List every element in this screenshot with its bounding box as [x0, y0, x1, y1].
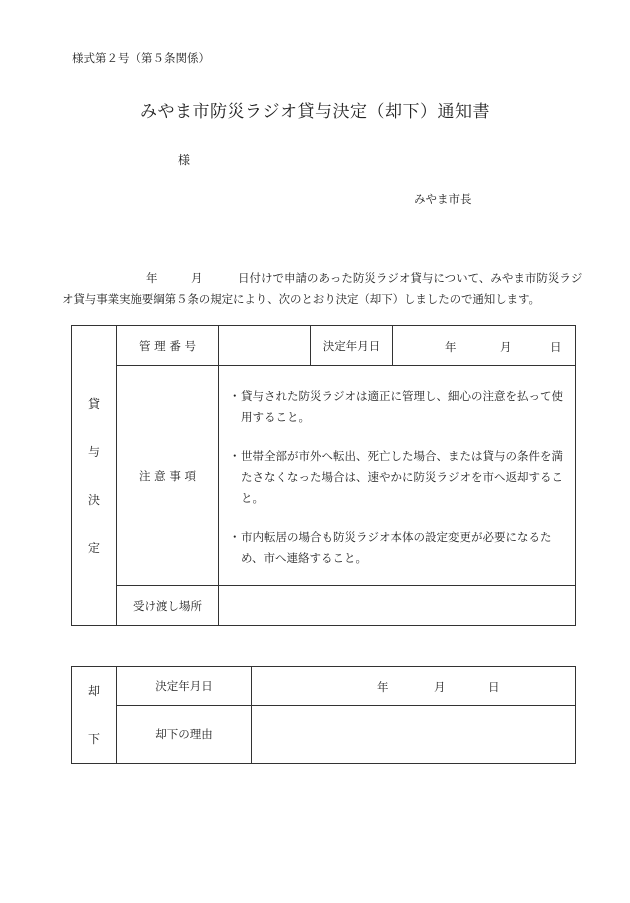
rejection-reason-field[interactable]: [252, 705, 576, 763]
notes-label: 注 意 事 項: [117, 366, 219, 586]
body-year-label: 年: [146, 271, 158, 285]
mgmt-number-field[interactable]: [219, 326, 311, 366]
rejection-label-char: 却: [87, 684, 100, 698]
note-item: [229, 386, 569, 428]
date-day-label: 日: [550, 340, 562, 354]
note-text: 市内転居の場合も防災ラジオ本体の設定変更が必要になるため、市へ連絡すること。: [241, 530, 552, 565]
approval-label-char: 定: [87, 540, 100, 555]
approval-decision-date-label: 決定年月日: [311, 326, 393, 366]
approval-table: [71, 325, 576, 626]
notes-cell: [219, 366, 576, 586]
rejection-decision-date-field[interactable]: [252, 667, 576, 706]
bullet-dot: ・: [229, 530, 241, 544]
body-month-label: 月: [191, 271, 203, 285]
bullet-dot: ・: [229, 389, 241, 403]
form-number: 様式第２号（第５条関係）: [72, 51, 210, 65]
rejection-table: [71, 666, 576, 764]
note-item: [229, 446, 569, 509]
note-item: [229, 527, 569, 569]
approval-label-char: 与: [87, 444, 100, 459]
bullet-dot: ・: [229, 449, 241, 463]
note-text: 世帯全部が市外へ転出、死亡した場合、または貸与の条件を満たさなくなった場合は、速やかに防災ラジオを市へ返却すること。: [241, 449, 563, 505]
note-text: 貸与された防災ラジオは適正に管理し、細心の注意を払って使用すること。: [241, 389, 563, 424]
rejection-section-label: [72, 667, 117, 764]
approval-label-char: 貸: [87, 396, 100, 411]
handover-location-field[interactable]: [219, 586, 576, 626]
handover-location-label: 受け渡し場所: [117, 586, 219, 626]
date-month-label: 月: [434, 680, 446, 694]
approval-section-label: [72, 326, 117, 626]
document-title: みやま市防災ラジオ貸与決定（却下）通知書: [140, 102, 490, 122]
mgmt-number-label: 管 理 番 号: [117, 326, 219, 366]
rejection-reason-label: 却下の理由: [117, 705, 252, 763]
approval-decision-date-field[interactable]: [393, 326, 576, 366]
addressee-honorific: 様: [178, 153, 191, 167]
rejection-decision-date-label: 決定年月日: [117, 667, 252, 706]
issuer-name: みやま市長: [414, 192, 472, 206]
date-year-label: 年: [445, 340, 457, 354]
body-line1-text: 日付けで申請のあった防災ラジオ貸与について、みやま市防災ラジ: [238, 271, 583, 285]
body-line2-text: オ貸与事業実施要綱第５条の規定により、次のとおり決定（却下）しましたので通知します。: [62, 292, 540, 306]
date-month-label: 月: [500, 340, 512, 354]
rejection-label-char: 下: [87, 732, 100, 746]
date-year-label: 年: [377, 680, 389, 694]
date-day-label: 日: [488, 680, 500, 694]
approval-label-char: 決: [87, 492, 100, 507]
